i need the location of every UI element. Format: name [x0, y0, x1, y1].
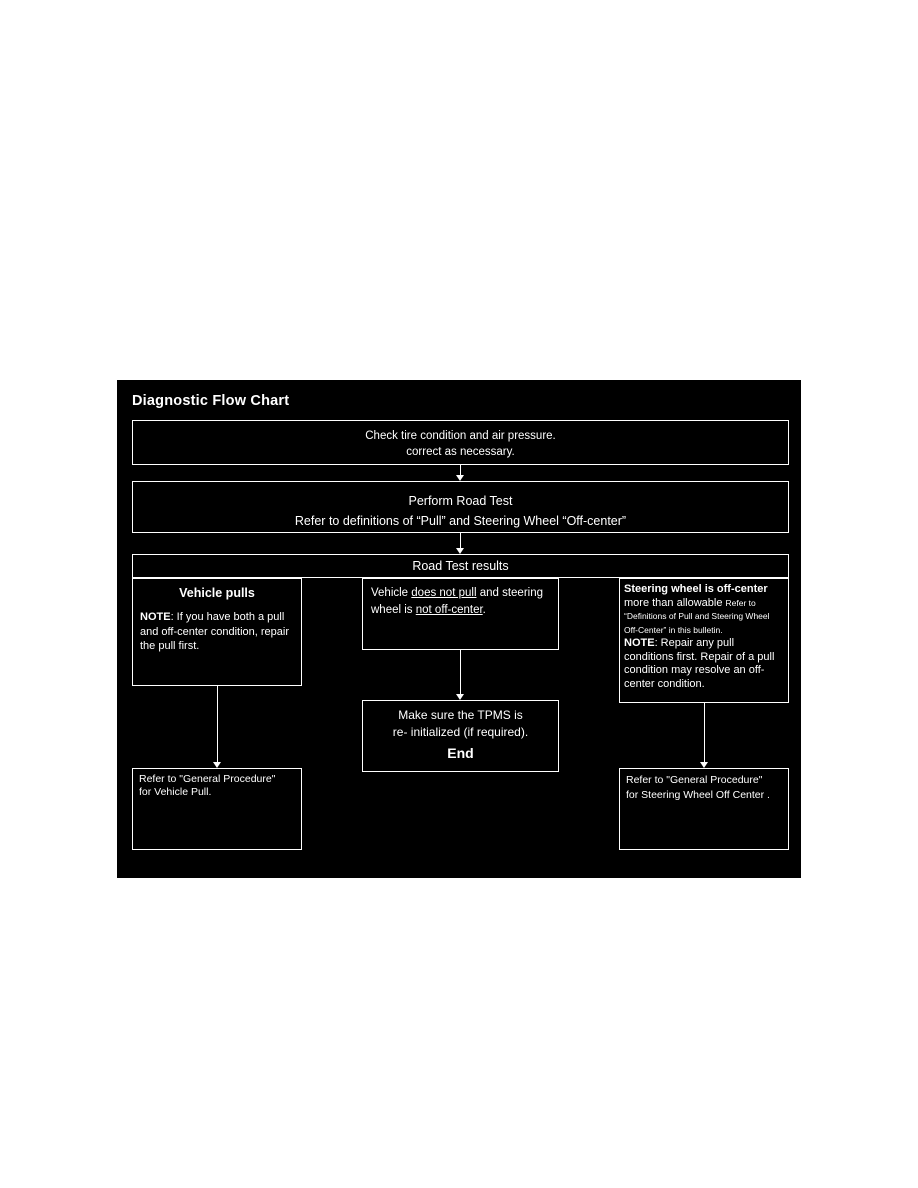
node-tpms-reinitialize — [362, 700, 559, 772]
no-pull-text-d: not off-center — [415, 604, 483, 616]
chart-title: Diagnostic Flow Chart — [132, 393, 290, 409]
connector-pulls-to-refer — [217, 686, 218, 762]
node-steering-wheel-off-center — [619, 578, 789, 703]
results-label: Road Test results — [412, 559, 509, 573]
refer-offcenter-line-2: for Steering Wheel Off Center . — [626, 789, 770, 801]
road-test-line-2: Refer to definitions of “Pull” and Steering Wheel “Off-center” — [294, 514, 627, 528]
vehicle-pulls-heading: Vehicle pulls — [179, 586, 255, 600]
off-center-note-text: : Repair any pull conditions first. Repair of a pull condition may resolve an off-center condition. — [624, 637, 775, 690]
refer-pull-line-2: for Vehicle Pull. — [139, 786, 212, 798]
tpms-line-2: re- initialized (if required). — [392, 725, 529, 739]
no-pull-text-a: Vehicle — [371, 587, 412, 599]
off-center-mid: more than allowable — [624, 596, 726, 609]
refer-pull-line-1: Refer to "General Procedure" — [139, 773, 276, 785]
check-tire-line-1: Check tire condition and air pressure. — [365, 430, 556, 442]
off-center-small-ref: Refer to “Definitions of Pull and Steering Wheel Off-Center” in this bulletin. — [624, 597, 770, 635]
connector-roadtest-to-results — [460, 533, 461, 548]
vehicle-pulls-note-text: : If you have both a pull and off-center condition, repair the pull first. — [140, 611, 289, 652]
vehicle-pulls-note-label: NOTE — [140, 611, 171, 623]
node-perform-road-test — [132, 481, 789, 533]
node-refer-general-procedure-vehicle-pull — [132, 768, 302, 850]
diagnostic-flow-chart — [117, 380, 801, 878]
connector-check-to-roadtest — [460, 465, 461, 475]
no-pull-text-b: does not pull — [411, 587, 477, 599]
connector-nopull-to-tpms — [460, 650, 461, 694]
node-check-tire-condition — [132, 420, 789, 465]
node-road-test-results — [132, 554, 789, 578]
off-center-note-label: NOTE — [624, 637, 655, 649]
node-vehicle-does-not-pull — [362, 578, 559, 650]
node-vehicle-pulls — [132, 578, 302, 686]
tpms-end-label: End — [447, 745, 474, 761]
off-center-bold-lead: Steering wheel is off-center — [624, 583, 768, 595]
no-pull-text-c: and steering wheel is — [371, 587, 543, 616]
node-refer-general-procedure-steering-wheel-off-center — [619, 768, 789, 850]
tpms-line-1: Make sure the TPMS is — [398, 708, 523, 722]
road-test-line-1: Perform Road Test — [408, 494, 513, 508]
connector-offcenter-to-refer — [704, 703, 705, 762]
no-pull-text-e: . — [482, 604, 486, 616]
check-tire-line-2: correct as necessary. — [406, 446, 515, 458]
refer-offcenter-line-1: Refer to "General Procedure" — [626, 774, 763, 786]
